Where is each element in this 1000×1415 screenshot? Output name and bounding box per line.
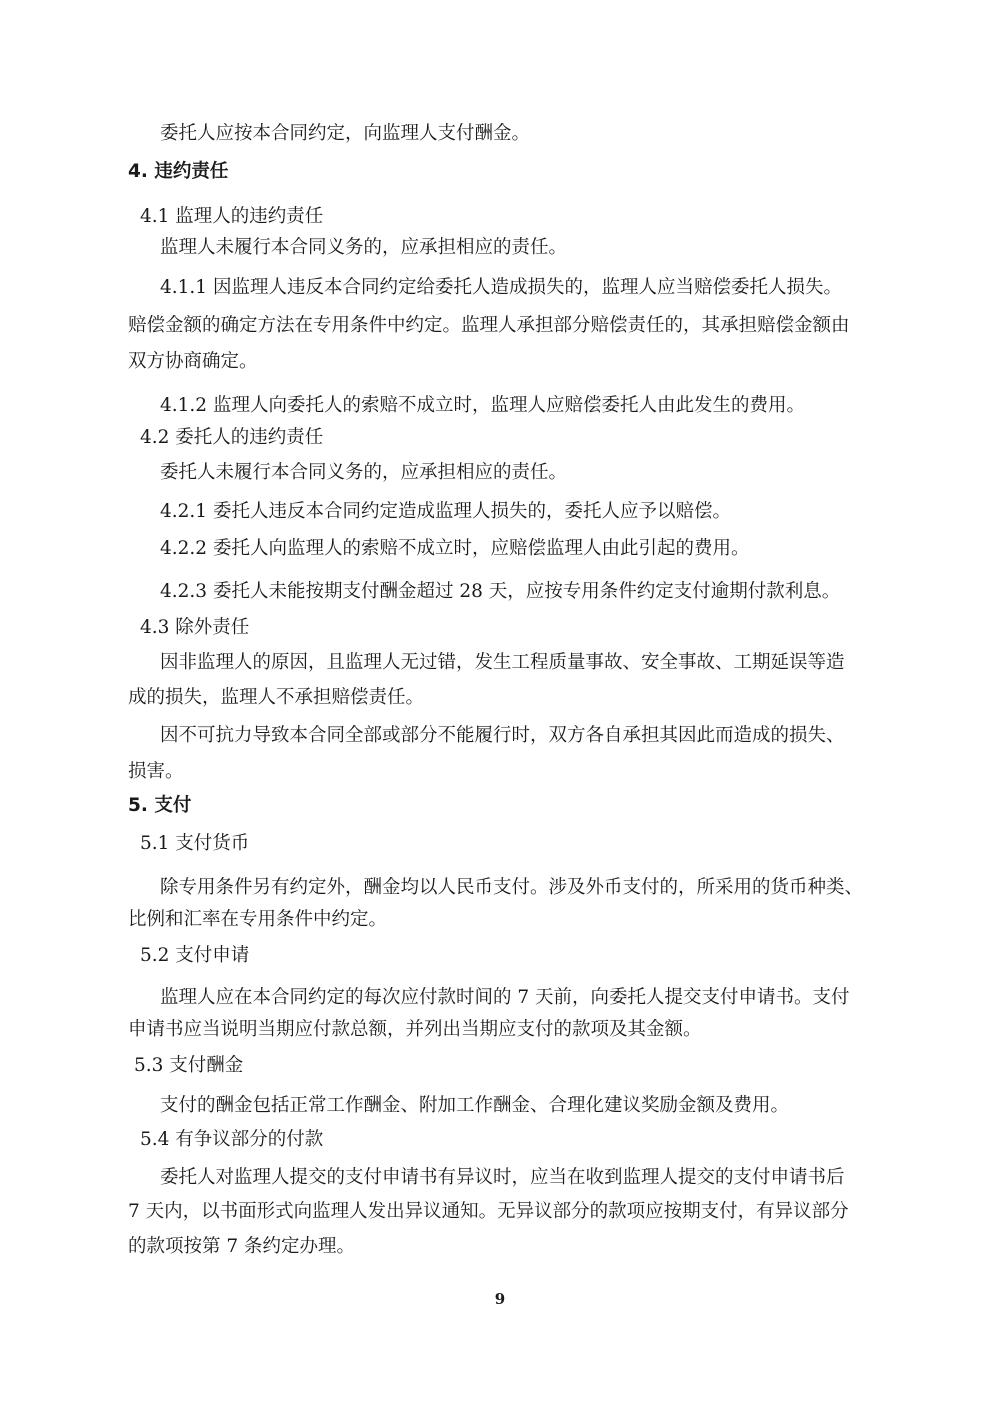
paragraph-line: 赔偿金额的确定方法在专用条件中约定。监理人承担部分赔偿责任的，其承担赔偿金额由: [128, 315, 850, 336]
paragraph-line: 双方协商确定。: [128, 351, 258, 372]
paragraph-line: 因不可抗力导致本合同全部或部分不能履行时，双方各自承担其因此而造成的损失、: [160, 725, 845, 746]
paragraph-line: 除专用条件另有约定外，酬金均以人民币支付。涉及外币支付的，所采用的货币种类、: [160, 877, 864, 898]
section-heading-5: 5. 支付: [128, 795, 192, 816]
clause-4-1-1: 4.1.1 因监理人违反本合同约定给委托人造成损失的，监理人应当赔偿委托人损失。: [160, 277, 842, 298]
paragraph-line: 7 天内，以书面形式向监理人发出异议通知。无异议部分的款项应按期支付，有异议部分: [128, 1201, 849, 1222]
subsection-heading-5-1: 5.1 支付货币: [140, 833, 250, 854]
paragraph-line: 的款项按第 7 条约定办理。: [128, 1236, 356, 1257]
paragraph-line: 比例和汇率在专用条件中约定。: [128, 909, 388, 930]
paragraph-line: 成的损失，监理人不承担赔偿责任。: [128, 687, 425, 708]
paragraph-line: 损害。: [128, 761, 184, 782]
paragraph-line: 委托人对监理人提交的支付申请书有异议时，应当在收到监理人提交的支付申请书后: [160, 1167, 845, 1188]
subsection-heading-5-4: 5.4 有争议部分的付款: [140, 1129, 324, 1150]
paragraph-line: 监理人未履行本合同义务的，应承担相应的责任。: [160, 237, 568, 258]
paragraph-line: 申请书应当说明当期应付款总额，并列出当期应支付的款项及其金额。: [128, 1019, 702, 1040]
section-heading-4: 4. 违约责任: [128, 161, 229, 182]
subsection-heading-4-3: 4.3 除外责任: [140, 617, 250, 638]
subsection-heading-4-2: 4.2 委托人的违约责任: [140, 427, 324, 448]
clause-4-2-2: 4.2.2 委托人向监理人的索赔不成立时，应赔偿监理人由此引起的费用。: [160, 538, 750, 559]
paragraph-line: 支付的酬金包括正常工作酬金、附加工作酬金、合理化建议奖励金额及费用。: [160, 1095, 790, 1116]
subsection-heading-4-1: 4.1 监理人的违约责任: [140, 206, 324, 227]
paragraph-line: 因非监理人的原因，且监理人无过错，发生工程质量事故、安全事故、工期延误等造: [160, 652, 845, 673]
clause-4-1-2: 4.1.2 监理人向委托人的索赔不成立时，监理人应赔偿委托人由此发生的费用。: [160, 395, 805, 416]
subsection-heading-5-3: 5.3 支付酬金: [134, 1055, 244, 1076]
clause-4-2-1: 4.2.1 委托人违反本合同约定造成监理人损失的，委托人应予以赔偿。: [160, 501, 731, 522]
clause-4-2-3: 4.2.3 委托人未能按期支付酬金超过 28 天，应按专用条件约定支付逾期付款利息。: [160, 581, 841, 602]
subsection-heading-5-2: 5.2 支付申请: [140, 945, 250, 966]
paragraph-line: 委托人未履行本合同义务的，应承担相应的责任。: [160, 462, 568, 483]
paragraph-line: 委托人应按本合同约定，向监理人支付酬金。: [160, 123, 531, 144]
page-number: 9: [494, 1290, 506, 1308]
paragraph-line: 监理人应在本合同约定的每次应付款时间的 7 天前，向委托人提交支付申请书。支付: [160, 987, 850, 1008]
